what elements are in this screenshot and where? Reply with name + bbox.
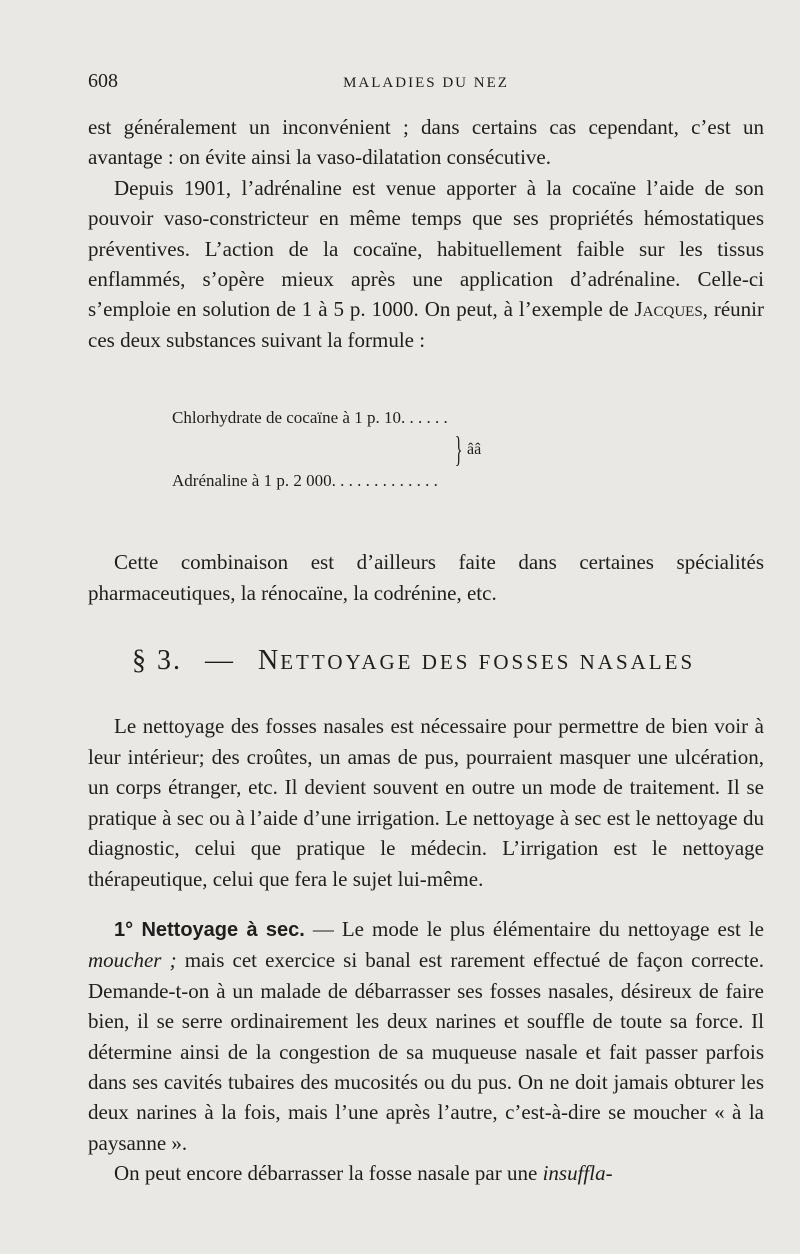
formula-line: Adrénaline à 1 p. 2 000. . . . . . . . . . . . . [172,471,438,491]
paragraph-nettoyage-sec [88,914,764,1158]
subsection-label: 1° Nettoyage à sec. [114,918,305,941]
italic-term: insuffla- [542,1161,613,1186]
brace-icon: } [454,429,463,470]
section-dash: — [205,645,235,677]
formula [172,365,764,533]
paragraph-nettoyage: Le nettoyage des fosses nasales est nécessaire pour permettre de bien voir à leur intérieur; des croûtes, un amas de pus, pourraient masquer une ulcération, un corps étranger, etc. Il devient souvent en outre un mode de traitement. Il se pratique à sec ou à l’aide d’une irrigation. Le nettoyage à sec est le nettoyage du diagnostic, celui que pratique le médecin. L’irrigation est le nettoyage thérapeutique, celui que fera le sujet lui-même. [88,714,764,891]
running-title: MALADIES DU NEZ [343,75,509,91]
paragraph-text: — Le mode le plus élémentaire du nettoyage est le [304,916,764,941]
section-symbol: § 3. [132,645,182,677]
paragraph-text: Depuis 1901, l’adrénaline est venue apporter à la cocaïne l’aide de son pouvoir vaso-constricteur en même temps que ses propriétés hémostatiques préventives. L’action de la cocaïne, habituellement faible sur les tissus enflammés, s’opère mieux après une application d’adrénaline. Celle-ci s’emploie en solution de 1 à 5 p. 1000. On peut, à l’exemple de [88,175,764,322]
author-name: Jacques [634,297,703,322]
page-header [88,70,764,93]
formula-quantity: ââ [466,440,482,458]
section-heading [132,646,764,677]
paragraph-continuation: est généralement un inconvénient ; dans certains cas cependant, c’est un avantage : on évite ainsi la vaso-dilatation consécutive. [88,115,764,170]
formula-line: Chlorhydrate de cocaïne à 1 p. 10. . . . . . [172,408,448,428]
paragraph-text: mais cet exercice si banal est rarement effectué de façon correcte. Demande-t-on à un malade de débarrasser ses fosses nasales, désireux de faire bien, il se serre ordinairement les deux narines et souffle de toute sa force. Il détermine ainsi de la congestion de sa muqueuse nasale et fait passer parfois dans ses cavités tubaires des mucosités ou du pus. On ne doit jamais obturer les deux narines à la fois, mais l’une après l’autre, c’est-à-dire se moucher « à la paysanne ». [88,948,764,1155]
formula-lines [172,365,448,533]
paragraph-text: On peut encore débarrasser la fosse nasale par une [114,1161,543,1186]
section-title-rest: ETTOYAGE DES FOSSES NASALES [280,650,696,675]
section-title-initial: N [258,645,281,677]
page-number: 608 [88,70,118,92]
italic-term: moucher ; [88,948,177,973]
paragraph-adrenaline [88,173,764,355]
page-body [88,112,764,1189]
paragraph-specialites: Cette combinaison est d’ailleurs faite dans certaines spécialités pharmaceutiques, la rénocaïne, la codrénine, etc. [88,550,764,605]
paragraph-text: , réunir ces deux substances suivant la formule : [88,297,764,352]
paragraph-insufflation [88,1158,764,1188]
